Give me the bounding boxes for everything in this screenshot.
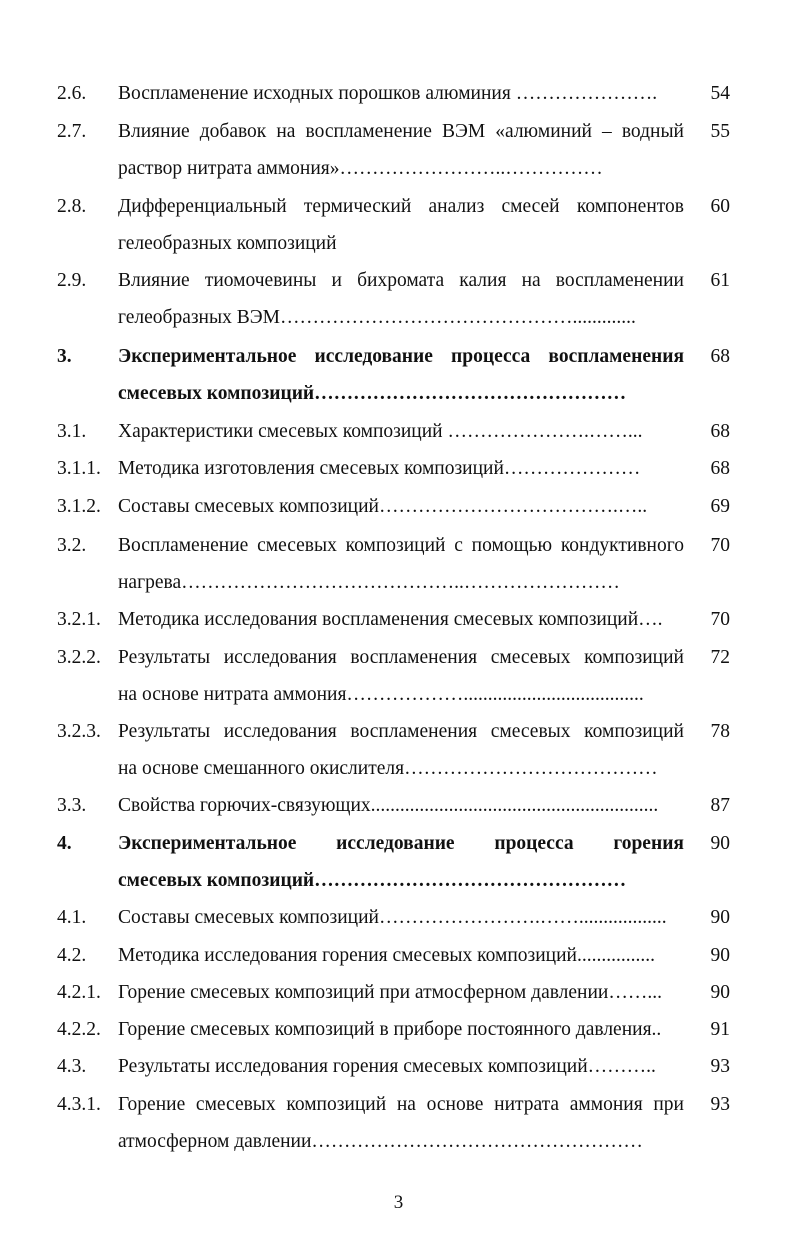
section-title: Методика изготовления смесевых композиций………………… bbox=[118, 458, 641, 479]
section-title-continued: смесевых композиций………………………………………… bbox=[118, 383, 627, 404]
section-number: 4.3.1. bbox=[57, 1094, 101, 1115]
page-ref: 70 bbox=[710, 535, 730, 556]
page-ref: 90 bbox=[710, 982, 730, 1003]
section-title: Воспламенение исходных порошков алюминия …………………. bbox=[118, 83, 658, 104]
section-number: 3.3. bbox=[57, 795, 87, 816]
page-ref: 68 bbox=[710, 346, 730, 367]
section-number: 3.1.1. bbox=[57, 458, 101, 479]
page-ref: 87 bbox=[710, 795, 730, 816]
page-ref: 68 bbox=[710, 421, 730, 442]
section-title: Методика исследования горения смесевых композиций................ bbox=[118, 945, 655, 966]
section-title: Свойства горючих-связующих........................................................... bbox=[118, 795, 659, 816]
section-number: 3.2.1. bbox=[57, 609, 101, 630]
section-title: Влияние добавок на воспламенение ВЭМ «алюминий – водный bbox=[118, 121, 684, 142]
section-number: 3.1.2. bbox=[57, 496, 101, 517]
section-title: Составы смесевых композиций…………………….…….................. bbox=[118, 907, 667, 928]
section-title: Горение смесевых композиций на основе нитрата аммония при bbox=[118, 1094, 684, 1115]
page-ref: 54 bbox=[710, 83, 730, 104]
section-title-continued: на основе смешанного окислителя………………………………… bbox=[118, 758, 658, 779]
section-title: Результаты исследования воспламенения смесевых композиций bbox=[118, 647, 684, 668]
page-ref: 90 bbox=[710, 833, 730, 854]
section-title: Дифференциальный термический анализ смесей компонентов bbox=[118, 196, 684, 217]
page-ref: 90 bbox=[710, 907, 730, 928]
section-title: Влияние тиомочевины и бихромата калия на воспламенении bbox=[118, 270, 684, 291]
section-number: 2.7. bbox=[57, 121, 87, 142]
section-number: 2.6. bbox=[57, 83, 87, 104]
page-ref: 90 bbox=[710, 945, 730, 966]
page-ref: 55 bbox=[710, 121, 730, 142]
section-title: Горение смесевых композиций в приборе постоянного давления.. bbox=[118, 1019, 662, 1040]
section-title-continued: гелеобразных композиций bbox=[118, 233, 337, 254]
section-number: 4.3. bbox=[57, 1056, 87, 1077]
section-title-continued: гелеобразных ВЭМ………………………………………............. bbox=[118, 307, 636, 328]
section-title: Горение смесевых композиций при атмосферном давлении……... bbox=[118, 982, 662, 1003]
section-number: 3.1. bbox=[57, 421, 87, 442]
section-number: 4.1. bbox=[57, 907, 87, 928]
page-ref: 78 bbox=[710, 721, 730, 742]
section-title: Составы смесевых композиций……………………………….….. bbox=[118, 496, 648, 517]
section-title: Экспериментальное исследование процесса воспламенения bbox=[118, 346, 684, 367]
section-title: Методика исследования воспламенения смесевых композиций…. bbox=[118, 609, 663, 630]
page-ref: 70 bbox=[710, 609, 730, 630]
section-title-continued: смесевых композиций………………………………………… bbox=[118, 870, 627, 891]
page-ref: 72 bbox=[710, 647, 730, 668]
section-title-continued: раствор нитрата аммония»……………………..…………… bbox=[118, 158, 603, 179]
section-title-continued: нагрева……………………………………..…………………… bbox=[118, 572, 620, 593]
page-ref: 69 bbox=[710, 496, 730, 517]
section-number: 3. bbox=[57, 346, 72, 367]
section-title: Воспламенение смесевых композиций с помощью кондуктивного bbox=[118, 535, 684, 556]
section-number: 4.2. bbox=[57, 945, 87, 966]
page-ref: 68 bbox=[710, 458, 730, 479]
section-title: Результаты исследования воспламенения смесевых композиций bbox=[118, 721, 684, 742]
page-ref: 93 bbox=[710, 1094, 730, 1115]
section-number: 3.2.3. bbox=[57, 721, 101, 742]
section-number: 4.2.2. bbox=[57, 1019, 101, 1040]
section-number: 3.2.2. bbox=[57, 647, 101, 668]
section-title: Характеристики смесевых композиций ………………….……... bbox=[118, 421, 643, 442]
page-ref: 60 bbox=[710, 196, 730, 217]
page-ref: 93 bbox=[710, 1056, 730, 1077]
section-number: 4. bbox=[57, 833, 72, 854]
section-title-continued: атмосферном давлении…………………………………………… bbox=[118, 1131, 643, 1152]
page-ref: 61 bbox=[710, 270, 730, 291]
section-title-continued: на основе нитрата аммония………………..................................... bbox=[118, 684, 644, 705]
section-title: Результаты исследования горения смесевых композиций……….. bbox=[118, 1056, 656, 1077]
page-number: 3 bbox=[393, 1192, 404, 1213]
page-ref: 91 bbox=[710, 1019, 730, 1040]
section-number: 3.2. bbox=[57, 535, 87, 556]
section-title: Экспериментальное исследование процесса горения bbox=[118, 833, 684, 854]
section-number: 4.2.1. bbox=[57, 982, 101, 1003]
section-number: 2.8. bbox=[57, 196, 87, 217]
section-number: 2.9. bbox=[57, 270, 87, 291]
